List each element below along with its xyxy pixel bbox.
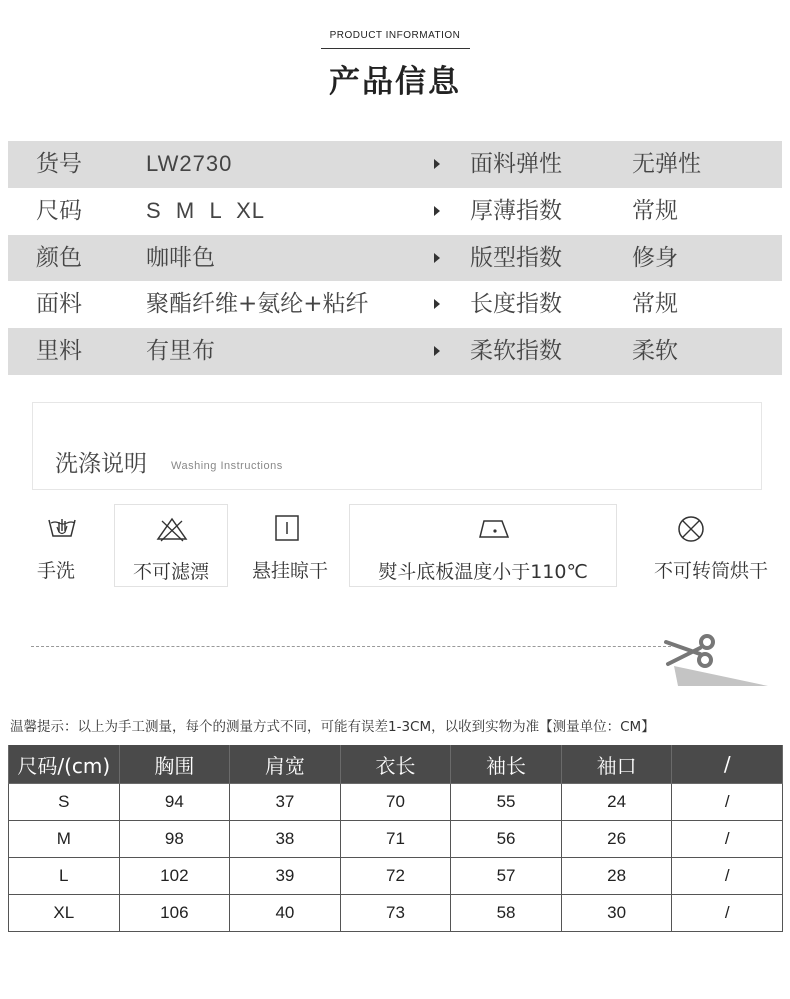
size-table-header-row [9,745,783,784]
info-value-2: 常规 [632,291,678,318]
washing-title: 洗涤说明 [55,451,147,477]
table-cell: M [9,821,120,858]
iron-icon [478,515,512,541]
table-cell: 73 [340,895,451,932]
table-cell: 40 [230,895,341,932]
triangle-right-icon [434,299,440,309]
scissors-icon [660,628,770,690]
care-label: 熨斗底板温度小于110℃ [378,561,588,583]
info-value: LW2730 [146,151,233,176]
table-cell: 98 [119,821,230,858]
care-label: 悬挂晾干 [251,560,328,582]
hang-dry-icon [273,514,301,542]
info-row [8,188,782,235]
info-row [8,235,782,282]
info-label: 颜色 [36,244,82,271]
washing-instructions-box [32,402,762,490]
table-cell: 71 [340,821,451,858]
care-label: 手洗 [36,560,75,582]
care-label: 不可转筒烘干 [653,560,768,582]
measurement-note: 温馨提示：以上为手工测量，每个的测量方式不同，可能有误差1-3CM，以收到实物为准【测量单位：CM】 [10,719,655,735]
washing-subtitle: Washing Instructions [171,460,283,472]
table-cell: 37 [230,784,341,821]
table-row [9,821,783,858]
table-cell: 72 [340,858,451,895]
table-cell: / [672,821,783,858]
header-english-title: PRODUCT INFORMATION [329,30,461,41]
info-value: 聚酯纤维+氨纶+粘纤 [146,291,369,318]
info-value-2: 无弹性 [632,151,701,177]
info-label: 尺码 [36,197,82,224]
table-cell: 28 [561,858,672,895]
info-label-2: 长度指数 [470,291,562,318]
column-header: 袖长 [451,745,562,784]
table-row [9,858,783,895]
cut-line-divider [31,646,671,647]
care-item-hand-wash [20,504,92,587]
info-value-2: 柔软 [632,338,678,365]
product-info-table [8,141,782,375]
info-label-2: 版型指数 [470,244,562,271]
info-value: S M L XL [146,197,266,223]
info-label: 里料 [36,338,82,365]
table-cell: 56 [451,821,562,858]
table-cell: 38 [230,821,341,858]
table-cell: 70 [340,784,451,821]
info-value-2: 修身 [632,244,678,271]
table-cell: 102 [119,858,230,895]
info-label: 货号 [36,151,82,177]
care-item-iron [349,504,617,587]
table-cell: / [672,858,783,895]
info-row [8,141,782,188]
care-item-hang-dry [238,504,342,587]
table-cell: 94 [119,784,230,821]
table-cell: L [9,858,120,895]
triangle-right-icon [434,206,440,216]
info-label-2: 面料弹性 [470,151,562,177]
care-label: 不可滤漂 [132,561,209,583]
table-cell: 24 [561,784,672,821]
table-cell: 26 [561,821,672,858]
column-header: 衣长 [340,745,451,784]
info-label-2: 柔软指数 [470,338,562,365]
table-cell: 39 [230,858,341,895]
info-value: 有里布 [146,338,215,365]
info-value-2: 常规 [632,197,678,224]
triangle-right-icon [434,346,440,356]
table-cell: 58 [451,895,562,932]
info-label: 面料 [36,291,82,318]
table-row [9,895,783,932]
info-row [8,281,782,328]
info-value: 咖啡色 [146,244,215,271]
column-header: / [672,745,783,784]
table-cell: 55 [451,784,562,821]
table-cell: 57 [451,858,562,895]
info-label-2: 厚薄指数 [470,197,562,224]
page-title: 产品信息 [329,64,461,100]
column-header: 袖口 [561,745,672,784]
header-divider [321,48,470,49]
size-table [8,745,783,932]
table-cell: XL [9,895,120,932]
care-item-no-tumble-dry [640,504,782,587]
triangle-right-icon [434,253,440,263]
hand-wash-icon [46,514,78,540]
column-header: 尺码/(cm) [9,745,120,784]
no-bleach-icon [156,515,188,543]
care-item-no-bleach [114,504,228,587]
info-row [8,328,782,375]
table-row [9,784,783,821]
table-cell: 30 [561,895,672,932]
column-header: 肩宽 [230,745,341,784]
no-tumble-dry-icon [676,514,706,544]
table-cell: / [672,784,783,821]
table-cell: / [672,895,783,932]
table-cell: S [9,784,120,821]
column-header: 胸围 [119,745,230,784]
triangle-right-icon [434,159,440,169]
table-cell: 106 [119,895,230,932]
